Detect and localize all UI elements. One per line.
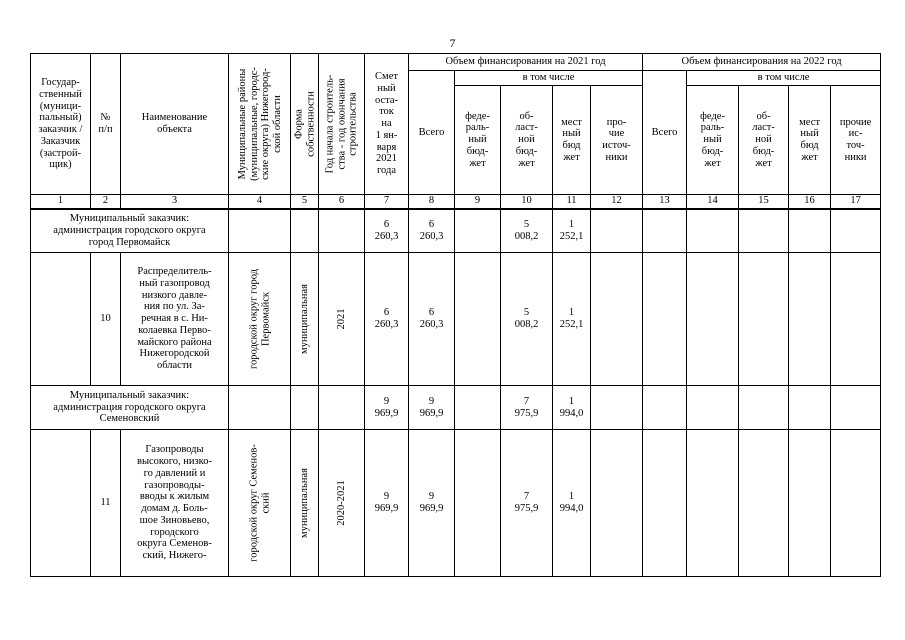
local-2021-value: 1 252,1 <box>553 253 591 386</box>
column-number: 2 <box>91 195 121 209</box>
construction-years: 2020-2021 <box>319 430 365 577</box>
header-federal-2021: федe- раль- ный бюд- жет <box>455 86 501 195</box>
header-regional-2022: об- ласт- ной бюд- жет <box>739 86 789 195</box>
local-2021-value: 1 994,0 <box>553 430 591 577</box>
regional-2021-value: 7 975,9 <box>501 386 553 430</box>
regional-2021-value: 5 008,2 <box>501 253 553 386</box>
header-districts: Муниципальные районы (муниципальные, городс- ские округа) Нижегород- ской области <box>229 54 291 195</box>
group-title: Муниципальный заказчик: администрация городского округа Семеновский <box>31 386 229 430</box>
header-other-2021: про- чие источ- ники <box>591 86 643 195</box>
header-financing-2021: Объем финансирования на 2021 год <box>409 54 643 71</box>
header-local-2022: мест ный бюд жет <box>789 86 831 195</box>
total-2021-value: 6 260,3 <box>409 253 455 386</box>
total-2021-value: 9 969,9 <box>409 430 455 577</box>
estimate-value: 9 969,9 <box>365 386 409 430</box>
group-row <box>31 209 881 253</box>
local-2021-value: 1 252,1 <box>553 209 591 253</box>
column-number: 11 <box>553 195 591 209</box>
column-number: 7 <box>365 195 409 209</box>
header-num: № п/п <box>91 54 121 195</box>
column-number: 9 <box>455 195 501 209</box>
column-number: 3 <box>121 195 229 209</box>
column-number: 13 <box>643 195 687 209</box>
column-number: 17 <box>831 195 881 209</box>
header-regional-2021: об- ласт- ной бюд- жет <box>501 86 553 195</box>
header-including-2022: в том числе <box>687 71 881 86</box>
header-customer: Государ- ственный (муници- пальный) заказчик / Заказчик (застрой- щик) <box>31 54 91 195</box>
regional-2021-value: 7 975,9 <box>501 430 553 577</box>
column-number: 8 <box>409 195 455 209</box>
header-total-2022: Всего <box>643 71 687 195</box>
column-number: 4 <box>229 195 291 209</box>
total-2021-value: 6 260,3 <box>409 209 455 253</box>
construction-years: 2021 <box>319 253 365 386</box>
page-number: 7 <box>449 36 456 50</box>
column-number: 16 <box>789 195 831 209</box>
column-numbers-row <box>31 195 881 209</box>
column-number: 14 <box>687 195 739 209</box>
header-other-2022: прочие ис- точ- ники <box>831 86 881 195</box>
column-number: 10 <box>501 195 553 209</box>
header-total-2021: Всего <box>409 71 455 195</box>
column-number: 1 <box>31 195 91 209</box>
header-ownership: Форма собственности <box>291 54 319 195</box>
object-name: Распределитель- ный газопровод низкого давле- ния по ул. За- речная в с. Ни- колаевка Перво- майского района Нижегородской области <box>121 253 229 386</box>
column-number: 5 <box>291 195 319 209</box>
local-2021-value: 1 994,0 <box>553 386 591 430</box>
header-object-name: Наименование объекта <box>121 54 229 195</box>
estimate-value: 6 260,3 <box>365 253 409 386</box>
financing-table <box>30 53 881 577</box>
column-number: 15 <box>739 195 789 209</box>
group-title: Муниципальный заказчик: администрация городского округа город Первомайск <box>31 209 229 253</box>
header-estimate: Смет ный оста- ток на 1 ян- варя 2021 года <box>365 54 409 195</box>
table-row <box>31 430 881 577</box>
ownership: муниципальная <box>291 253 319 386</box>
estimate-value: 9 969,9 <box>365 430 409 577</box>
estimate-value: 6 260,3 <box>365 209 409 253</box>
column-number: 6 <box>319 195 365 209</box>
header-federal-2022: феде- раль- ный бюд- жет <box>687 86 739 195</box>
group-row <box>31 386 881 430</box>
row-number: 10 <box>91 253 121 386</box>
total-2021-value: 9 969,9 <box>409 386 455 430</box>
table-row <box>31 253 881 386</box>
ownership: муниципальная <box>291 430 319 577</box>
header-local-2021: мест ный бюд жет <box>553 86 591 195</box>
header-years: Год начала строитель- ства - год окончания строительства <box>319 54 365 195</box>
header-financing-2022: Объем финансирования на 2022 год <box>643 54 881 71</box>
district: городской округ Семенов- ский <box>229 430 291 577</box>
row-number: 11 <box>91 430 121 577</box>
column-number: 12 <box>591 195 643 209</box>
header-including-2021: в том числе <box>455 71 643 86</box>
object-name: Газопроводы высокого, низко- го давлений и газопроводы- вводы к жилым домам д. Боль- шое Зиновьево, городского округа Семенов- ский, Нижего- <box>121 430 229 577</box>
district: городской округ город Первомайск <box>229 253 291 386</box>
regional-2021-value: 5 008,2 <box>501 209 553 253</box>
